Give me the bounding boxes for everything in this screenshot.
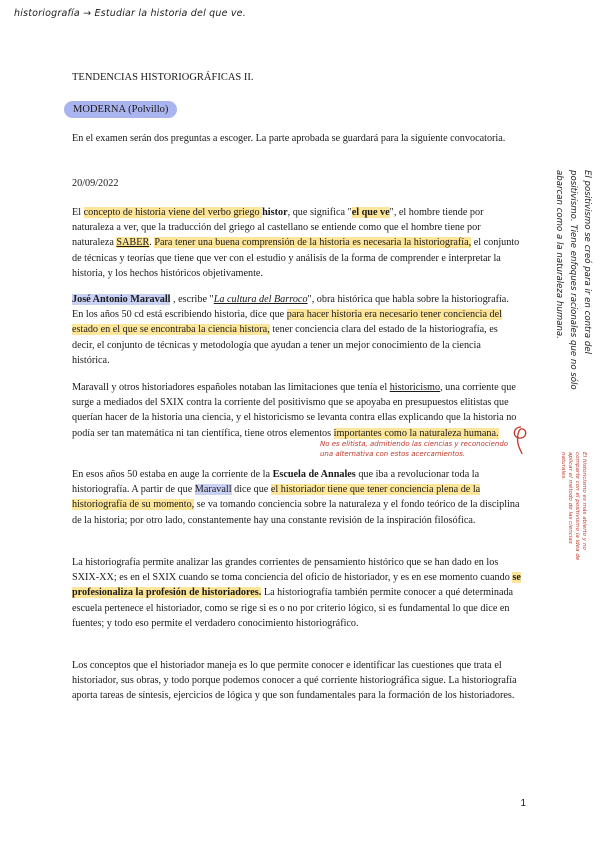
paragraph-conceptos: Los conceptos que el historiador maneja es lo que permite conocer e identificar las cuestiones que trata el historiador, sus obras, y todo porque podemos conocer a qué corriente historiográfica sigue. La historiografía aporta tareas de síntesis, ejercicios de lógica y que son fundamentales para la formación de los historiadores. <box>72 660 517 702</box>
subtitle-badge: MODERNA (Polvillo) <box>64 101 177 118</box>
margin-note-red: El historicismo es más abierto y no comparte con el positivismo la idea de aplicar el método de las ciencias naturales. <box>560 452 587 561</box>
paragraph-annales: En esos años 50 estaba en auge la corriente de la Escuela de Annales que iba a revolucionar toda la historiografía. A partir de que Maravall dice que el historiador tiene que tener conciencia plena de la historiografía de su momento, se va tomando conciencia sobre la naturaleza y el fondo teórico de la disciplina de la historia; por otro lado, constantemente hay una constante revisión de la inspiración filosófica. <box>72 469 520 526</box>
page-number: 1 <box>520 798 526 809</box>
paragraph-maravall: José Antonio Maravall , escribe "La cultura del Barroco", obra histórica que habla sobre la historiografía. En los años 50 cd está escribiendo historia, dice que para hacer historia era necesario tener conciencia del estado en el que se encontraba la ciencia histora, tener conciencia clara del estado de la historiografía, es decir, el conjunto de técnicas y metodología que ayudan a tener un mejor conocimiento de la ciencia histórica. <box>72 294 509 366</box>
exam-note: En el examen serán dos preguntas a escoger. La parte aprobada se guardará para la siguiente convocatoria. <box>72 133 506 144</box>
lecture-date: 20/09/2022 <box>72 178 119 189</box>
document-title: TENDENCIAS HISTORIOGRÁFICAS II. <box>72 72 254 83</box>
inline-red-note: No es elitista, admitiendo las ciencias y reconociendo una alternativa con estos acercamientos. <box>320 440 509 458</box>
margin-note-black: El positivismo se creó para ir en contra del positivismo. Tiene enfoques racionales que no sólo abarcan como a la naturaleza humana. <box>554 170 592 390</box>
red-curl-mark-icon <box>510 425 532 455</box>
paragraph-historiografia: La historiografía permite analizar las grandes corrientes de pensamiento histórico que se han dado en los SXIX-XX; es en el SXIX cuando se toma conciencia del oficio de historiador, y es en ese momento cuando se profesionaliza la profesión de historiadores. La historiografía también permite conocer a qué determinada escuela pertenece el historiador, como se rige si es o no por criterio lógico, si es fundamental lo que dice en fuentes; y todo eso permite el verdadero conocimiento historiográfico. <box>72 557 521 629</box>
paragraph-historia-concept: El concepto de historia viene del verbo griego histor, que significa "el que ve", el hombre tiende por naturaleza a ver, que la traducción del griego al castellano se entiende como que el hombre tiene por naturaleza SABER. Para tener una buena comprensión de la historia es necesaria la historiografía, el conjunto de técnicas y teorías que tiene que ver con el estudio y análisis de la forma de comprender e interpretar la historia, y los hechos históricos objetivamente. <box>72 207 520 279</box>
handwritten-top-note: historiografía → Estudiar la historia del que ve. <box>14 8 246 19</box>
paragraph-historicismo: Maravall y otros historiadores españoles notaban las limitaciones que tenía el historicismo, una corriente que surge a mediados del SXIX contra la corriente del positivismo que se apoyaba en presupuestos elitistas que querían hacer de la historia una ciencia, y el historicismo se levanta contra ellas explicando que la historia no podía ser tan matemática ni tan científica, tiene otros elementos importantes como la naturaleza humana. <box>72 382 517 439</box>
